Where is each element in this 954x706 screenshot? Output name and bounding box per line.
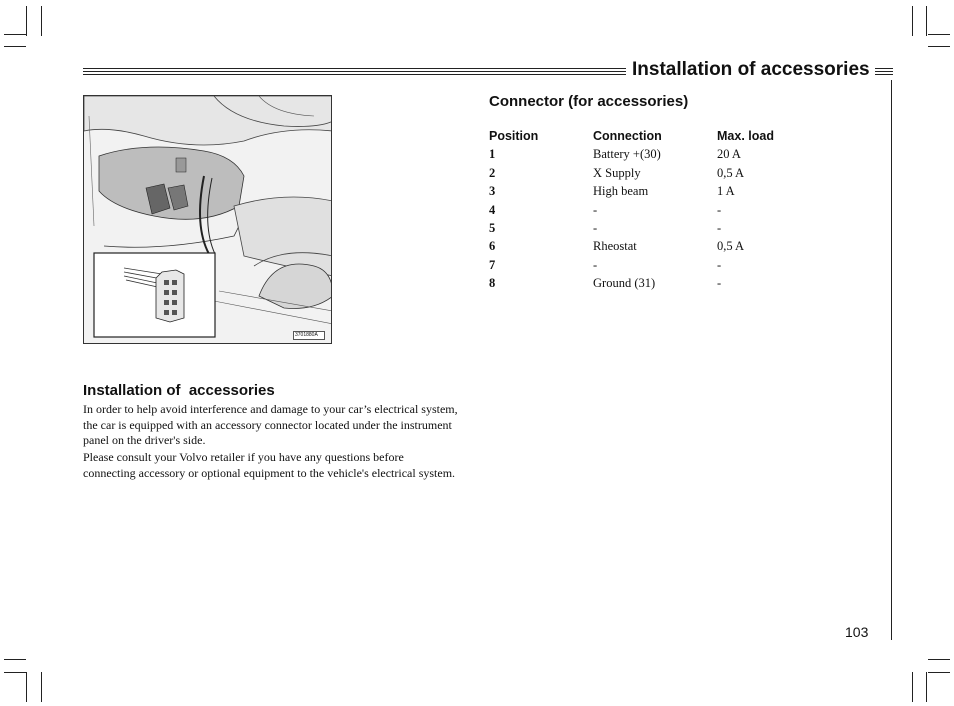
cell-connection: Battery +(30) (593, 147, 661, 162)
cell-max-load: - (717, 202, 722, 217)
cell-connection: Rheostat (593, 239, 637, 254)
page-margin-line (891, 80, 892, 640)
cell-position: 8 (489, 276, 496, 291)
column-header-max-load: Max. load (717, 129, 774, 143)
cell-position: 1 (489, 147, 496, 162)
cell-position: 3 (489, 184, 496, 199)
cell-connection: High beam (593, 184, 649, 199)
cell-max-load: 1 A (717, 184, 735, 199)
cell-connection: - (593, 220, 598, 235)
cell-max-load: 0,5 A (717, 165, 745, 180)
cell-max-load: 0,5 A (717, 239, 745, 254)
column-header-position: Position (489, 129, 539, 143)
paragraph-consult-retailer: Please consult your Volvo retailer if you have any questions before connecting accessory or optional equipment to the vehicle's electrical system. (83, 450, 456, 480)
figure-code: 3701880A (293, 331, 325, 340)
section-heading: Installation of accessories (83, 382, 275, 399)
cell-connection: X Supply (593, 165, 641, 180)
column-header-connection: Connection (593, 129, 662, 143)
cell-max-load: - (717, 257, 722, 272)
cell-position: 6 (489, 239, 496, 254)
cell-connection: Ground (31) (593, 276, 656, 291)
cell-connection: - (593, 257, 598, 272)
dashboard-drawing (84, 96, 332, 344)
cell-max-load: - (717, 220, 722, 235)
page-number: 103 (845, 624, 869, 640)
cell-max-load: 20 A (717, 147, 741, 162)
cell-position: 4 (489, 202, 496, 217)
cell-max-load: - (717, 276, 722, 291)
paragraph-interference: In order to help avoid interference and damage to your car’s electrical system, the car is equipped with an accessory connector located under the instrument panel on the driver's side. (83, 402, 458, 447)
cell-position: 2 (489, 165, 496, 180)
page-title: Installation of accessories (632, 59, 870, 80)
cell-position: 7 (489, 257, 496, 272)
cell-position: 5 (489, 220, 496, 235)
table-heading: Connector (for accessories) (489, 93, 689, 110)
connector-location-illustration (83, 95, 332, 344)
cell-connection: - (593, 202, 598, 217)
